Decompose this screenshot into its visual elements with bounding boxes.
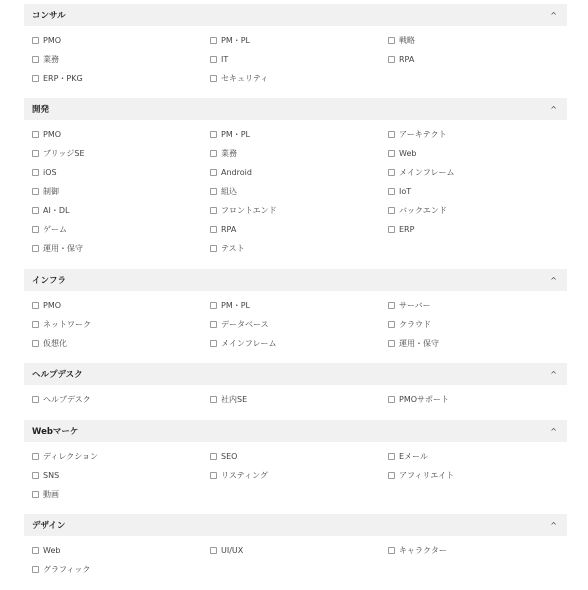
checkbox-label: 制御 [43,186,59,196]
checkbox[interactable] [210,245,217,252]
checkbox-option[interactable] [210,469,268,481]
checkbox-label: iOS [43,167,57,177]
checkbox-label: PM・PL [221,300,251,310]
checkbox-option[interactable] [210,318,269,330]
checkbox-label: グラフィック [43,564,91,574]
checkbox-option[interactable] [210,204,277,216]
checkbox-option[interactable] [32,147,85,159]
checkbox-label: 仮想化 [43,338,67,348]
checkbox-label: ERP・PKG [43,73,83,83]
checkbox-option[interactable] [32,128,61,140]
checkbox[interactable] [388,56,395,63]
chevron-up-icon[interactable]: ^ [550,426,557,436]
checkbox-label: ブリッジSE [43,148,85,158]
checkbox-label: ゲーム [43,224,67,234]
checkbox-option[interactable] [32,185,59,197]
checkbox[interactable] [210,75,217,82]
checkbox[interactable] [32,547,39,554]
checkbox-option[interactable] [32,53,59,65]
checkbox[interactable] [32,207,39,214]
checkbox-label: Android [221,167,252,177]
section-2 [24,269,567,348]
chevron-up-icon[interactable]: ^ [550,275,557,285]
checkbox-option[interactable] [388,147,416,159]
checkbox-option[interactable] [210,242,245,254]
checkbox-option[interactable] [388,204,447,216]
section-1 [24,98,567,253]
checkbox-option[interactable] [388,128,446,140]
section-3 [24,363,567,404]
checkbox-option[interactable] [32,450,98,462]
checkbox-option[interactable] [32,544,60,556]
checkbox-option[interactable] [210,544,243,556]
checkbox[interactable] [210,302,217,309]
checkbox[interactable] [388,37,395,44]
checkbox-label: メインフレーム [399,167,455,177]
checkbox-label: PMO [43,129,62,139]
checkbox[interactable] [388,321,395,328]
checkbox-option[interactable] [32,393,91,405]
checkbox-label: クラウド [399,319,431,329]
checkbox-option[interactable] [388,223,414,235]
checkbox-label: ERP [399,224,415,234]
checkbox[interactable] [32,321,39,328]
checkbox-option[interactable] [210,72,268,84]
checkbox-label: Eメール [399,451,428,461]
checkbox-label: 戦略 [399,35,415,45]
checkbox[interactable] [32,169,39,176]
checkbox[interactable] [32,491,39,498]
checkbox[interactable] [32,340,39,347]
checkbox-option[interactable] [210,34,250,46]
checkbox-label: アーキテクト [399,129,447,139]
checkbox-label: セキュリティ [221,73,269,83]
checkbox-label: 動画 [43,489,59,499]
checkbox[interactable] [388,131,395,138]
checkbox-option[interactable] [32,242,83,254]
checkbox[interactable] [388,150,395,157]
checkbox-label: キャラクター [399,545,447,555]
checkbox-label: SEO [221,451,238,461]
section-title: Webマーケ [32,427,79,437]
checkbox-label: PM・PL [221,129,251,139]
section-title: インフラ [32,276,67,286]
checkbox[interactable] [388,453,395,460]
checkbox-label: PMOサポート [399,394,450,404]
checkbox[interactable] [210,56,217,63]
checkbox[interactable] [210,472,217,479]
checkbox-label: ネットワーク [43,319,91,329]
checkbox-option[interactable] [210,166,252,178]
checkbox-label: 社内SE [221,394,248,404]
checkbox[interactable] [388,302,395,309]
checkbox[interactable] [32,75,39,82]
checkbox[interactable] [32,566,39,573]
checkbox[interactable] [32,245,39,252]
checkbox-label: PMO [43,300,62,310]
checkbox-option[interactable] [210,53,228,65]
checkbox-label: Web [399,148,417,158]
checkbox-label: RPA [399,54,415,64]
checkbox-option[interactable] [388,318,431,330]
section-header[interactable] [24,4,567,26]
checkbox-option[interactable] [388,34,415,46]
checkbox-label: アフィリエイト [399,470,455,480]
chevron-up-icon[interactable]: ^ [550,10,557,20]
checkbox[interactable] [388,188,395,195]
checkbox-option[interactable] [32,469,59,481]
checkbox-label: メインフレーム [221,338,277,348]
checkbox-option[interactable] [388,185,411,197]
checkbox-label: バックエンド [399,205,447,215]
checkbox-option[interactable] [32,488,59,500]
section-header[interactable] [24,363,567,385]
checkbox[interactable] [388,396,395,403]
checkbox[interactable] [32,150,39,157]
checkbox[interactable] [32,396,39,403]
checkbox[interactable] [388,547,395,554]
checkbox-label: サーバー [399,300,431,310]
checkbox-option[interactable] [388,337,439,349]
checkbox[interactable] [210,321,217,328]
checkbox-label: データベース [221,319,269,329]
checkbox-label: IoT [399,186,412,196]
checkbox[interactable] [388,207,395,214]
checkbox-label: RPA [221,224,237,234]
checkbox[interactable] [210,453,217,460]
section-title: 開発 [32,105,50,115]
checkbox[interactable] [32,226,39,233]
checkbox[interactable] [210,150,217,157]
checkbox[interactable] [210,169,217,176]
checkbox[interactable] [210,188,217,195]
checkbox[interactable] [388,472,395,479]
checkbox[interactable] [388,340,395,347]
checkbox[interactable] [210,37,217,44]
checkbox-label: PM・PL [221,35,251,45]
checkbox[interactable] [210,547,217,554]
checkbox-option[interactable] [32,318,91,330]
checkbox[interactable] [388,169,395,176]
checkbox-option[interactable] [210,185,237,197]
checkbox-option[interactable] [388,450,428,462]
checkbox[interactable] [32,453,39,460]
checkbox-label: ディレクション [43,451,99,461]
checkbox[interactable] [210,207,217,214]
checkbox-option[interactable] [210,393,247,405]
checkbox-option[interactable] [32,337,67,349]
section-5 [24,514,567,574]
checkbox-label: 運用・保守 [399,338,439,348]
checkbox[interactable] [32,472,39,479]
checkbox-label: AI・DL [43,205,70,215]
checkbox[interactable] [210,396,217,403]
section-title: デザイン [32,521,66,531]
checkbox[interactable] [32,302,39,309]
checkbox-option[interactable] [210,128,250,140]
section-header[interactable] [24,514,567,536]
checkbox-option[interactable] [210,337,277,349]
checkbox-option[interactable] [388,469,454,481]
checkbox-option[interactable] [388,53,414,65]
checkbox-label: SNS [43,470,60,480]
checkbox-label: リスティング [221,470,268,480]
checkbox-label: 業務 [43,54,59,64]
checkbox-label: 組込 [221,186,237,196]
section-header[interactable] [24,98,567,120]
checkbox[interactable] [210,340,217,347]
checkbox[interactable] [32,188,39,195]
checkbox[interactable] [388,226,395,233]
checkbox[interactable] [210,226,217,233]
chevron-up-icon[interactable]: ^ [550,104,557,114]
section-header[interactable] [24,420,567,442]
checkbox-option[interactable] [32,166,57,178]
checkbox-label: 運用・保守 [43,243,83,253]
checkbox-label: ヘルプデスク [43,394,91,404]
checkbox-option[interactable] [388,299,431,311]
section-4 [24,420,567,499]
checkbox-label: フロントエンド [221,205,277,215]
checkbox-option[interactable] [210,147,237,159]
checkbox-option[interactable] [32,563,90,575]
checkbox-label: IT [221,54,229,64]
checkbox-label: PMO [43,35,62,45]
section-title: ヘルプデスク [32,370,83,380]
checkbox-option[interactable] [32,299,61,311]
checkbox-label: テスト [221,243,245,253]
chevron-up-icon[interactable]: ^ [550,520,557,530]
checkbox[interactable] [32,56,39,63]
checkbox-option[interactable] [32,204,69,216]
checkbox-option[interactable] [388,166,455,178]
section-title: コンサル [32,11,66,21]
checkbox-option[interactable] [210,223,236,235]
checkbox-option[interactable] [388,393,449,405]
checkbox[interactable] [32,37,39,44]
checkbox-label: 業務 [221,148,237,158]
checkbox[interactable] [210,131,217,138]
checkbox[interactable] [32,131,39,138]
chevron-up-icon[interactable]: ^ [550,369,557,379]
checkbox-option[interactable] [210,450,237,462]
checkbox-option[interactable] [32,72,83,84]
checkbox-option[interactable] [32,34,61,46]
section-header[interactable] [24,269,567,291]
checkbox-option[interactable] [210,299,250,311]
checkbox-option[interactable] [388,544,447,556]
checkbox-option[interactable] [32,223,67,235]
checkbox-label: UI/UX [221,545,244,555]
section-0 [24,4,567,83]
checkbox-label: Web [43,545,61,555]
